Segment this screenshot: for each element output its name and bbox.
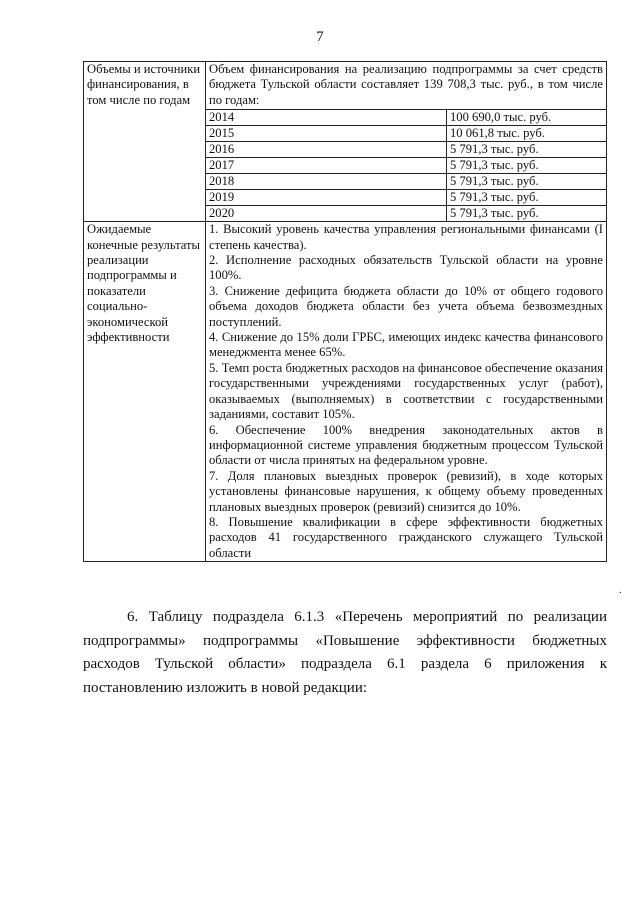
outcome-item: 2. Исполнение расходных обязательств Тульской области на уровне 100%. xyxy=(209,253,603,283)
year-row xyxy=(206,206,607,222)
outcome-item: 4. Снижение до 15% доли ГРБС, имеющих индекс качества финансового менеджмента менее 65%. xyxy=(209,330,603,360)
year-row xyxy=(206,158,607,174)
funding-label: Объемы и источники финансирования, в том числе по годам xyxy=(84,62,206,222)
amount-cell: 5 791,3 тыс. руб. xyxy=(447,142,607,158)
edge-mark: . xyxy=(619,584,622,596)
outcome-item: 8. Повышение квалификации в сфере эффективности бюджетных расходов 41 государственного гражданского служащего Тульской области xyxy=(209,514,603,560)
amount-cell: 100 690,0 тыс. руб. xyxy=(447,110,607,126)
year-cell: 2016 xyxy=(206,142,447,158)
funding-row xyxy=(84,62,607,222)
amount-cell: 5 791,3 тыс. руб. xyxy=(447,174,607,190)
passport-table xyxy=(83,61,607,562)
year-cell: 2014 xyxy=(206,110,447,126)
year-row xyxy=(206,126,607,142)
year-row xyxy=(206,190,607,206)
results-label: Ожидаемые конечные результаты реализации подпрограммы и показатели социально-экономической эффективности xyxy=(84,222,206,562)
body-paragraph: 6. Таблицу подраздела 6.1.3 «Перечень мероприятий по реализации подпрограммы» подпрограммы «Повышение эффективности бюджетных расходов Тульской области» подраздела 6.1 раздела 6 приложения к постановлению изложить в новой редакции: xyxy=(83,609,607,696)
amount-cell: 5 791,3 тыс. руб. xyxy=(447,206,607,222)
amount-cell: 5 791,3 тыс. руб. xyxy=(447,158,607,174)
funding-cell xyxy=(206,62,607,222)
page-number: 7 xyxy=(316,29,324,45)
year-row xyxy=(206,142,607,158)
outcome-item: 1. Высокий уровень качества управления региональными финансами (I степень качества). xyxy=(209,222,603,252)
year-cell: 2020 xyxy=(206,206,447,222)
outcome-item: 6. Обеспечение 100% внедрения законодательных актов в информационной системе управления бюджетным процессом Тульской области от числа принятых на федеральном уровне. xyxy=(209,422,603,468)
year-row xyxy=(206,110,607,126)
outcome-item: 5. Темп роста бюджетных расходов на финансовое обеспечение оказания государственными учреждениями государственных услуг (работ), оказываемых (выполняемых) в соответствии с государственными заданиями, составит 105%. xyxy=(209,360,603,422)
year-cell: 2015 xyxy=(206,126,447,142)
funding-intro: Объем финансирования на реализацию подпрограммы за счет средств бюджета Тульской области составляет 139 708,3 тыс. руб., в том числе по годам: xyxy=(209,62,603,107)
amount-cell: 10 061,8 тыс. руб. xyxy=(447,126,607,142)
amount-cell: 5 791,3 тыс. руб. xyxy=(447,190,607,206)
year-cell: 2019 xyxy=(206,190,447,206)
year-cell: 2018 xyxy=(206,174,447,190)
outcome-item: 7. Доля плановых выездных проверок (ревизий), в ходе которых установлены финансовые нарушения, к общему объему проведенных плановых выездных проверок (ревизий) снизится до 10%. xyxy=(209,468,603,514)
results-cell xyxy=(206,222,607,562)
funding-years-table xyxy=(205,109,607,222)
results-row xyxy=(84,222,607,562)
year-row xyxy=(206,174,607,190)
outcome-item: 3. Снижение дефицита бюджета области до 10% от общего годового объема доходов бюджета области без учета объема безвозмездных поступлений. xyxy=(209,283,603,329)
year-cell: 2017 xyxy=(206,158,447,174)
